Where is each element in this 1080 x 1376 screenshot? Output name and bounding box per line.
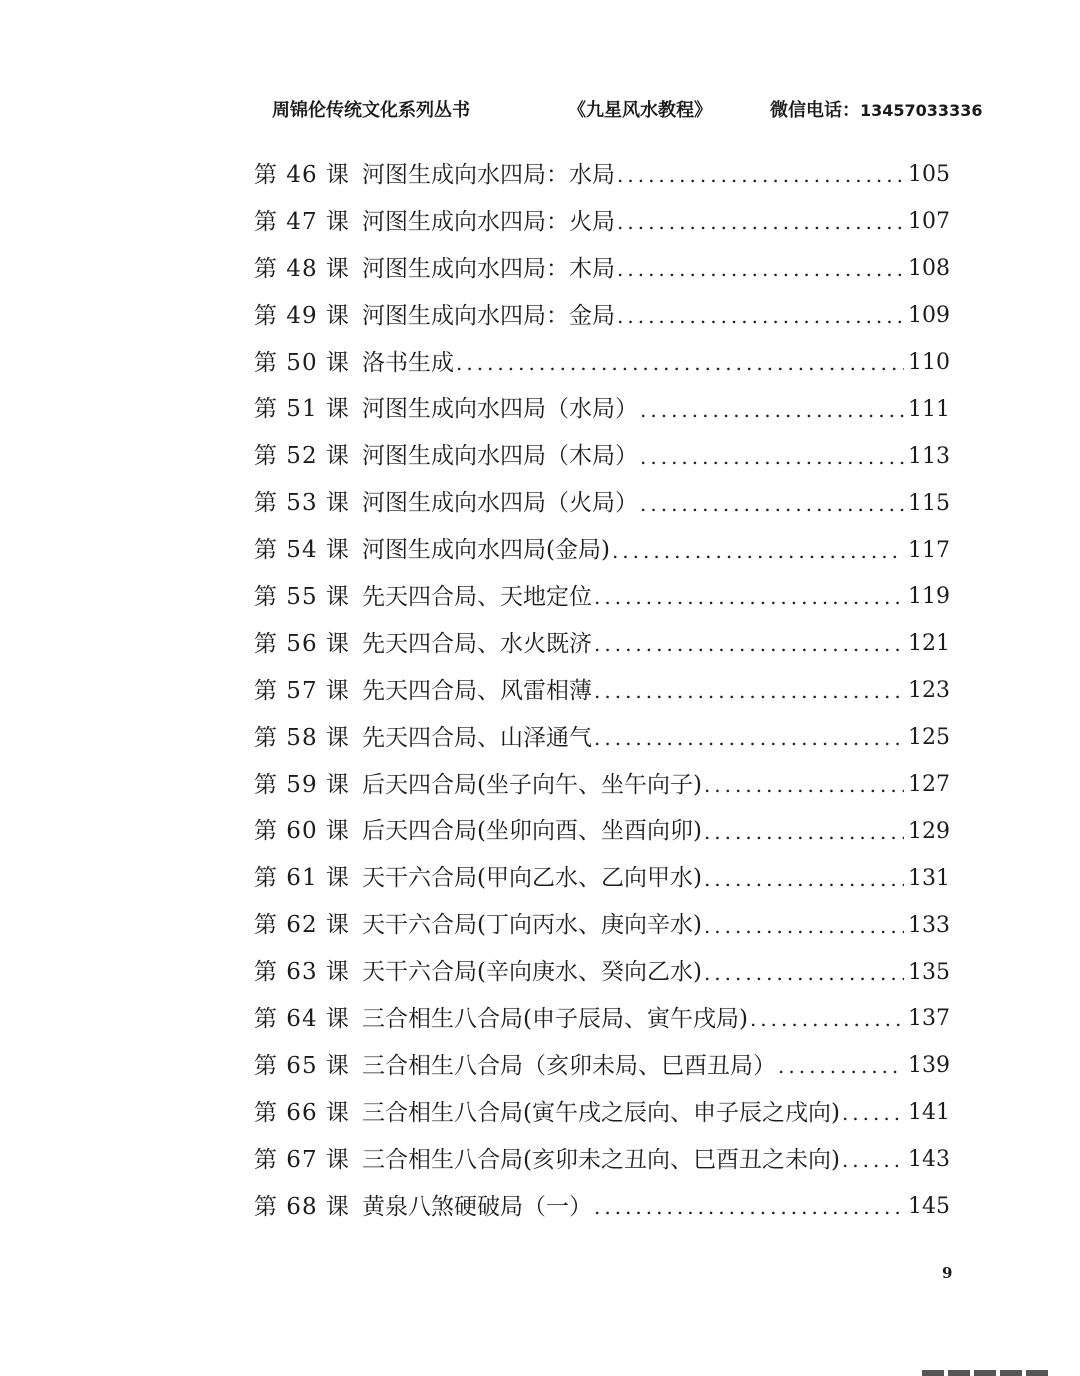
toc-row (254, 246, 950, 293)
toc-lesson-title: 后天四合局(坐卯向酉、坐酉向卯) (362, 818, 702, 845)
toc-dot-leader (778, 1056, 904, 1076)
toc-page-number: 139 (908, 1053, 950, 1079)
toc-page-number: 127 (908, 772, 950, 798)
table-of-contents (254, 152, 950, 1230)
toc-lesson-number: 第 56 课 (254, 630, 350, 657)
toc-row (254, 340, 950, 387)
series-title: 周锦伦传统文化系列丛书 (272, 100, 470, 121)
toc-lesson-title: 先天四合局、山泽通气 (362, 724, 592, 751)
toc-lesson-title: 河图生成向水四局：水局 (362, 161, 615, 188)
page-number: 9 (942, 1264, 953, 1282)
toc-lesson-number: 第 64 课 (254, 1005, 350, 1032)
toc-lesson-title: 河图生成向水四局：火局 (362, 208, 615, 235)
toc-lesson-title: 洛书生成 (362, 349, 454, 376)
toc-dot-leader (617, 165, 904, 185)
toc-row (254, 293, 950, 340)
toc-lesson-number: 第 67 课 (254, 1146, 350, 1173)
contact-number: 13457033336 (860, 101, 983, 120)
toc-lesson-title: 河图生成向水四局（木局） (362, 443, 638, 470)
toc-dot-leader (617, 306, 904, 326)
toc-page-number: 143 (908, 1147, 950, 1173)
toc-page-number: 109 (908, 303, 950, 329)
toc-lesson-title: 先天四合局、水火既济 (362, 630, 592, 657)
book-title: 《九星风水教程》 (568, 100, 712, 121)
toc-row (254, 1184, 950, 1231)
toc-lesson-number: 第 61 课 (254, 865, 350, 892)
toc-lesson-number: 第 68 课 (254, 1193, 350, 1220)
toc-lesson-title: 三合相生八合局(寅午戌之辰向、申子辰之戌向) (362, 1099, 840, 1126)
toc-page-number: 119 (908, 584, 950, 610)
toc-dot-leader (594, 587, 904, 607)
toc-dot-leader (704, 869, 904, 889)
toc-dot-leader (594, 634, 904, 654)
toc-page-number: 135 (908, 959, 950, 985)
toc-row (254, 152, 950, 199)
toc-lesson-title: 黄泉八煞硬破局（一） (362, 1193, 592, 1220)
toc-page-number: 125 (908, 725, 950, 751)
toc-lesson-title: 后天四合局(坐子向午、坐午向子) (362, 771, 702, 798)
toc-lesson-title: 天干六合局(甲向乙水、乙向甲水) (362, 865, 702, 892)
toc-row (254, 1043, 950, 1090)
toc-lesson-number: 第 66 课 (254, 1099, 350, 1126)
toc-lesson-title: 天干六合局(丁向丙水、庚向辛水) (362, 912, 702, 939)
toc-dot-leader (750, 1009, 904, 1029)
toc-lesson-number: 第 58 课 (254, 724, 350, 751)
toc-lesson-number: 第 51 课 (254, 396, 350, 423)
toc-dot-leader (640, 494, 904, 514)
toc-lesson-number: 第 53 课 (254, 490, 350, 517)
toc-lesson-title: 先天四合局、天地定位 (362, 583, 592, 610)
toc-row (254, 1137, 950, 1184)
toc-page-number: 131 (908, 865, 950, 891)
toc-lesson-title: 河图生成向水四局（水局） (362, 396, 638, 423)
toc-row (254, 715, 950, 762)
toc-dot-leader (704, 963, 904, 983)
toc-dot-leader (612, 541, 904, 561)
toc-lesson-number: 第 46 课 (254, 161, 350, 188)
toc-lesson-title: 天干六合局(辛向庚水、癸向乙水) (362, 959, 702, 986)
toc-lesson-number: 第 57 课 (254, 677, 350, 704)
toc-row (254, 1090, 950, 1137)
toc-row (254, 808, 950, 855)
toc-page-number: 129 (908, 818, 950, 844)
toc-lesson-title: 三合相生八合局(亥卯未之丑向、巳酉丑之未向) (362, 1146, 840, 1173)
toc-lesson-number: 第 50 课 (254, 349, 350, 376)
toc-dot-leader (842, 1150, 904, 1170)
toc-lesson-title: 河图生成向水四局：木局 (362, 255, 615, 282)
toc-page-number: 117 (908, 537, 950, 563)
toc-page-number: 145 (908, 1194, 950, 1220)
toc-lesson-number: 第 63 课 (254, 959, 350, 986)
contact-label: 微信电话： (770, 100, 860, 121)
toc-dot-leader (594, 1197, 904, 1217)
toc-dot-leader (617, 259, 904, 279)
toc-lesson-number: 第 48 课 (254, 255, 350, 282)
contact-info (770, 96, 982, 122)
toc-row (254, 996, 950, 1043)
toc-lesson-number: 第 65 课 (254, 1052, 350, 1079)
toc-dot-leader (640, 447, 904, 467)
toc-row (254, 949, 950, 996)
toc-row (254, 386, 950, 433)
toc-lesson-number: 第 47 课 (254, 208, 350, 235)
toc-page-number: 111 (908, 396, 950, 422)
toc-page-number: 133 (908, 912, 950, 938)
toc-lesson-title: 三合相生八合局(申子辰局、寅午戌局) (362, 1005, 748, 1032)
scan-edge-mark (922, 1370, 1052, 1376)
toc-page-number: 105 (908, 162, 950, 188)
toc-lesson-title: 先天四合局、风雷相薄 (362, 677, 592, 704)
toc-lesson-number: 第 49 课 (254, 302, 350, 329)
toc-lesson-number: 第 54 课 (254, 537, 350, 564)
toc-row (254, 762, 950, 809)
toc-row (254, 199, 950, 246)
toc-dot-leader (456, 353, 904, 373)
toc-lesson-number: 第 60 课 (254, 818, 350, 845)
toc-row (254, 433, 950, 480)
toc-row (254, 902, 950, 949)
toc-dot-leader (704, 916, 904, 936)
toc-dot-leader (704, 775, 904, 795)
toc-page-number: 121 (908, 631, 950, 657)
toc-lesson-number: 第 52 课 (254, 443, 350, 470)
toc-lesson-title: 河图生成向水四局（火局） (362, 490, 638, 517)
toc-dot-leader (640, 400, 904, 420)
toc-lesson-number: 第 55 课 (254, 583, 350, 610)
page-header (0, 96, 1080, 130)
toc-row (254, 621, 950, 668)
toc-row (254, 527, 950, 574)
toc-page-number: 141 (908, 1100, 950, 1126)
toc-page-number: 113 (908, 443, 950, 469)
toc-page-number: 110 (908, 350, 950, 375)
toc-page-number: 115 (908, 490, 950, 516)
toc-page-number: 123 (908, 678, 950, 704)
toc-row (254, 574, 950, 621)
toc-dot-leader (704, 822, 904, 842)
toc-dot-leader (617, 212, 904, 232)
toc-lesson-title: 三合相生八合局（亥卯未局、巳酉丑局） (362, 1052, 776, 1079)
toc-dot-leader (842, 1103, 904, 1123)
toc-row (254, 855, 950, 902)
toc-page-number: 108 (908, 256, 950, 282)
toc-row (254, 668, 950, 715)
toc-dot-leader (594, 681, 904, 701)
toc-page-number: 137 (908, 1006, 950, 1032)
toc-lesson-number: 第 62 课 (254, 912, 350, 939)
toc-lesson-title: 河图生成向水四局(金局) (362, 537, 610, 564)
toc-dot-leader (594, 728, 904, 748)
toc-lesson-number: 第 59 课 (254, 771, 350, 798)
toc-lesson-title: 河图生成向水四局：金局 (362, 302, 615, 329)
toc-page-number: 107 (908, 209, 950, 235)
toc-row (254, 480, 950, 527)
